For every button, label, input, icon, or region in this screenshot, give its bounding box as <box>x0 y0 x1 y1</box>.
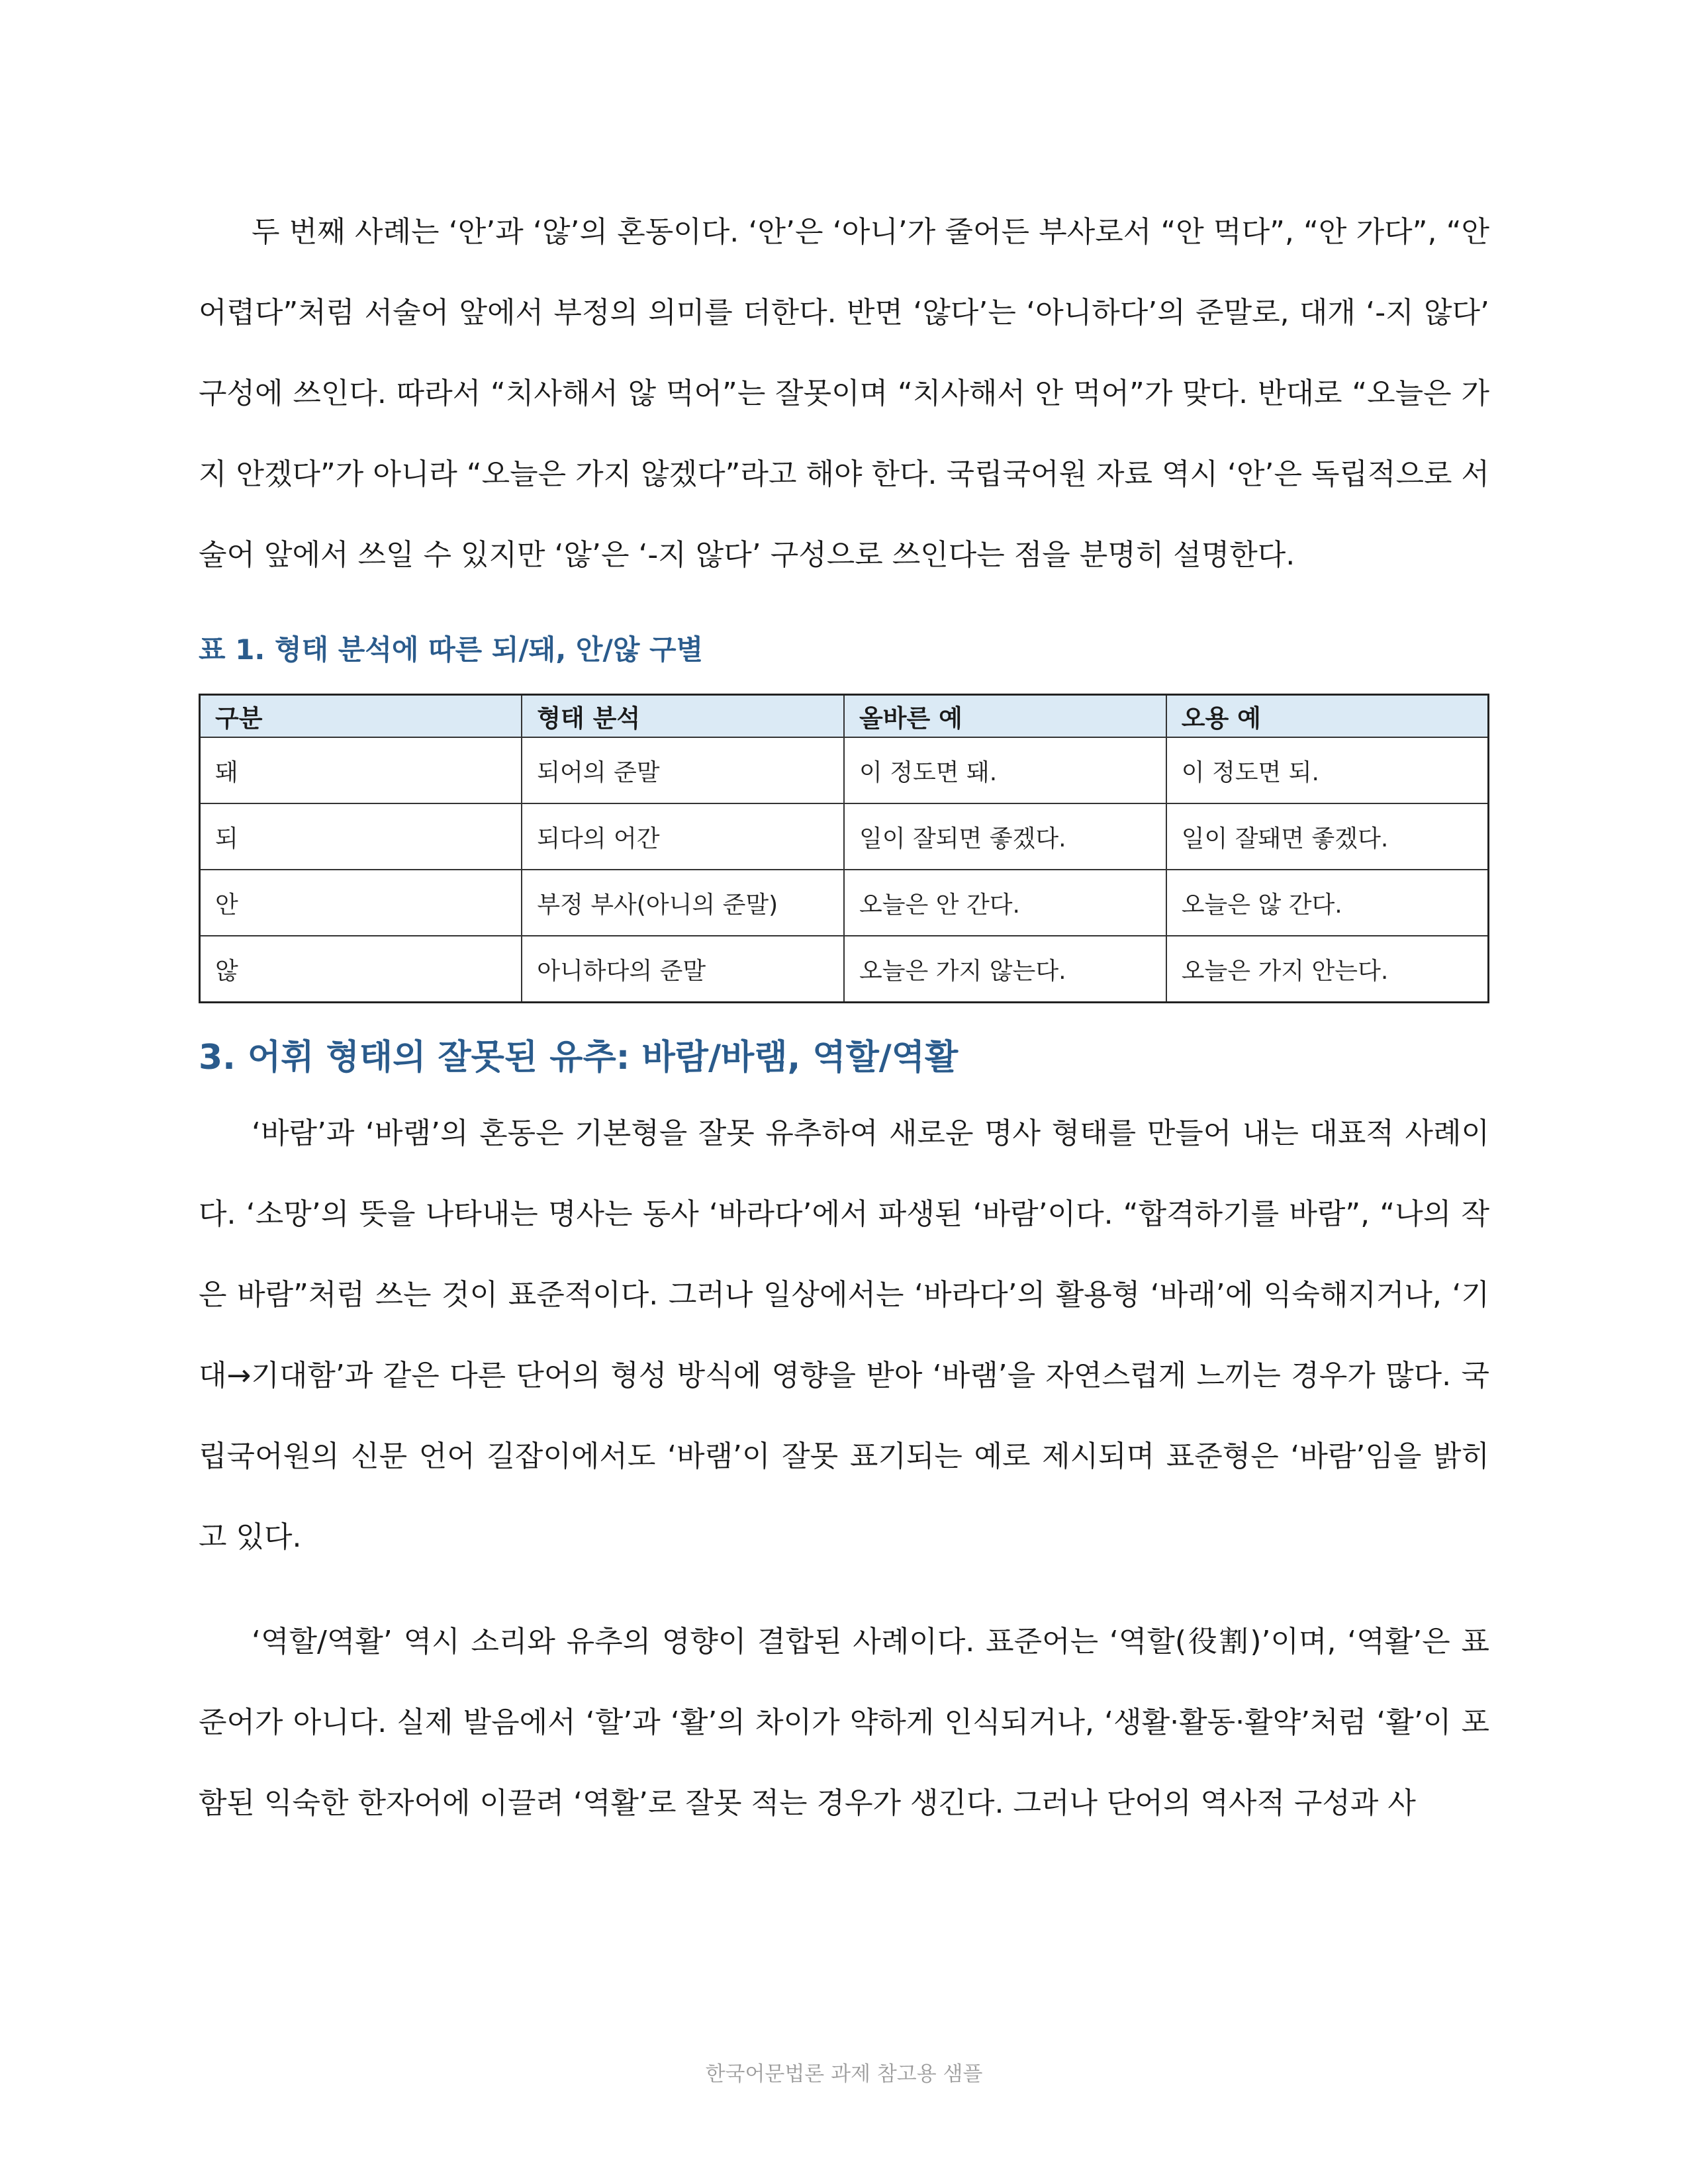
table-row <box>200 870 1489 936</box>
table-row <box>200 737 1489 803</box>
table-cell: 돼 <box>200 737 522 803</box>
table-cell: 않 <box>200 936 522 1003</box>
body-paragraph: ‘역할/역활’ 역시 소리와 유추의 영향이 결합된 사례이다. 표준어는 ‘역할(役割)’이며, ‘역활’은 표준어가 아니다. 실제 발음에서 ‘할’과 ‘활’의 차이가 약하게 인식되거나, ‘생활·활동·활약’처럼 ‘활’이 포함된 익숙한 한자어에 이끌려 ‘역활’로 잘못 적는 경우가 생긴다. 그러나 단어의 역사적 구성과 사 <box>199 1625 1489 1820</box>
page-content <box>199 192 1489 1844</box>
table-caption: 표 1. 형태 분석에 따른 되/돼, 안/않 구별 <box>199 633 704 666</box>
body-paragraph: 두 번째 사례는 ‘안’과 ‘않’의 혼동이다. ‘안’은 ‘아니’가 줄어든 부사로서 “안 먹다”, “안 가다”, “안 어렵다”처럼 서술어 앞에서 부정의 의미를 더한다. 반면 ‘않다’는 ‘아니하다’의 준말로, 대개 ‘-지 않다’ 구성에 쓰인다. 따라서 “치사해서 않 먹어”는 잘못이며 “치사해서 안 먹어”가 맞다. 반대로 “오늘은 가지 안겠다”가 아니라 “오늘은 가지 않겠다”라고 해야 한다. 국립국어원 자료 역시 ‘안’은 독립적으로 서술어 앞에서 쓰일 수 있지만 ‘않’은 ‘-지 않다’ 구성으로 쓰인다는 점을 분명히 설명한다. <box>199 215 1489 572</box>
table-row <box>200 936 1489 1003</box>
table-cell: 오늘은 가지 안는다. <box>1166 936 1489 1003</box>
comparison-table <box>199 694 1489 1003</box>
table-cell: 아니하다의 준말 <box>522 936 844 1003</box>
table-cell: 오늘은 가지 않는다. <box>844 936 1166 1003</box>
section-heading: 3. 어휘 형태의 잘못된 유추: 바람/바램, 역할/역활 <box>199 1038 959 1077</box>
table-header-cell: 형태 분석 <box>522 695 844 738</box>
table-cell: 이 정도면 돼. <box>844 737 1166 803</box>
body-paragraph: ‘바람’과 ‘바램’의 혼동은 기본형을 잘못 유추하여 새로운 명사 형태를 만들어 내는 대표적 사례이다. ‘소망’의 뜻을 나타내는 명사는 동사 ‘바라다’에서 파생된 ‘바람’이다. “합격하기를 바람”, “나의 작은 바람”처럼 쓰는 것이 표준적이다. 그러나 일상에서는 ‘바라다’의 활용형 ‘바래’에 익숙해지거나, ‘기대→기대함’과 같은 다른 단어의 형성 방식에 영향을 받아 ‘바램’을 자연스럽게 느끼는 경우가 많다. 국립국어원의 신문 언어 길잡이에서도 ‘바램’이 잘못 표기되는 예로 제시되며 표준형은 ‘바람’임을 밝히고 있다. <box>199 1116 1489 1554</box>
table-row <box>200 803 1489 870</box>
table-cell: 이 정도면 되. <box>1166 737 1489 803</box>
table-cell: 일이 잘되면 좋겠다. <box>844 803 1166 870</box>
table-cell: 오늘은 안 간다. <box>844 870 1166 936</box>
table-cell: 일이 잘돼면 좋겠다. <box>1166 803 1489 870</box>
table-cell: 부정 부사(아니의 준말) <box>522 870 844 936</box>
table-cell: 되어의 준말 <box>522 737 844 803</box>
table-header-row <box>200 695 1489 738</box>
table-cell: 안 <box>200 870 522 936</box>
table-cell: 되다의 어간 <box>522 803 844 870</box>
table-header-cell: 올바른 예 <box>844 695 1166 738</box>
table-header-cell: 구분 <box>200 695 522 738</box>
table-header-cell: 오용 예 <box>1166 695 1489 738</box>
table-cell: 되 <box>200 803 522 870</box>
page-footer: 한국어문법론 과제 참고용 샘플 <box>705 2062 983 2086</box>
table-cell: 오늘은 않 간다. <box>1166 870 1489 936</box>
